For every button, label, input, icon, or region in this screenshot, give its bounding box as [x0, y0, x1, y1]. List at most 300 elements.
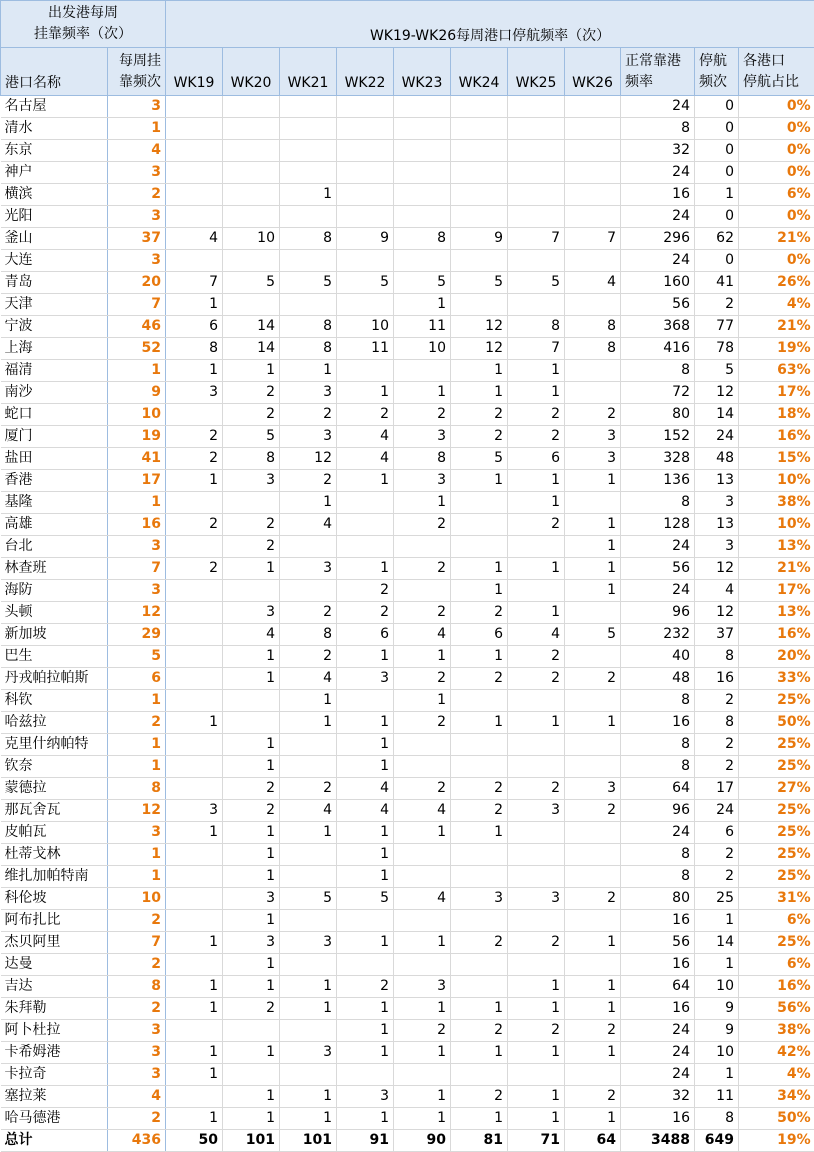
week-suspension-count: 1	[337, 646, 394, 668]
week-suspension-count	[565, 954, 621, 976]
week-suspension-count: 1	[394, 1042, 451, 1064]
normal-call-frequency: 8	[621, 690, 695, 712]
suspension-ratio: 4%	[739, 1064, 814, 1086]
suspension-ratio: 63%	[739, 360, 814, 382]
weekly-call-frequency: 2	[108, 910, 166, 932]
week-suspension-count: 1	[451, 470, 508, 492]
week-suspension-count: 6	[451, 624, 508, 646]
week-suspension-count	[223, 206, 280, 228]
week-suspension-count: 1	[337, 1042, 394, 1064]
week-suspension-count	[394, 536, 451, 558]
week-suspension-count: 1	[223, 646, 280, 668]
port-name: 巴生	[1, 646, 108, 668]
week-suspension-count: 2	[337, 976, 394, 998]
table-row	[1, 228, 814, 250]
normal-freq-header-line1: 正常靠港	[625, 51, 690, 72]
week-suspension-count: 2	[508, 778, 565, 800]
week-suspension-count: 1	[223, 976, 280, 998]
table-row	[1, 888, 814, 910]
suspension-ratio: 0%	[739, 250, 814, 272]
week-suspension-count	[337, 690, 394, 712]
normal-call-frequency: 8	[621, 492, 695, 514]
table-row	[1, 272, 814, 294]
table-row	[1, 866, 814, 888]
week-suspension-count	[280, 844, 337, 866]
stop-freq-header	[695, 48, 739, 96]
week-suspension-count: 3	[508, 800, 565, 822]
suspension-ratio: 31%	[739, 888, 814, 910]
weekly-call-frequency: 1	[108, 844, 166, 866]
suspension-ratio: 20%	[739, 646, 814, 668]
table-row	[1, 756, 814, 778]
week-suspension-count: 4	[280, 800, 337, 822]
stop-freq-header-line2: 频次	[699, 72, 734, 93]
port-name: 维扎加帕特南	[1, 866, 108, 888]
week-suspension-count: 8	[280, 338, 337, 360]
week-suspension-count: 1	[166, 294, 223, 316]
week-suspension-count: 1	[451, 998, 508, 1020]
suspension-count: 37	[695, 624, 739, 646]
week-suspension-count	[223, 294, 280, 316]
normal-call-frequency: 24	[621, 822, 695, 844]
week-suspension-count: 1	[280, 1108, 337, 1130]
week-suspension-count	[394, 184, 451, 206]
wk-header: WK25	[508, 48, 565, 96]
suspension-count: 48	[695, 448, 739, 470]
weekly-call-frequency: 3	[108, 1064, 166, 1086]
suspension-ratio: 16%	[739, 976, 814, 998]
week-suspension-count: 8	[565, 338, 621, 360]
week-suspension-count: 1	[166, 1064, 223, 1086]
week-suspension-count	[223, 118, 280, 140]
port-name: 哈兹拉	[1, 712, 108, 734]
week-suspension-count: 1	[394, 822, 451, 844]
normal-call-frequency: 24	[621, 1020, 695, 1042]
suspension-ratio: 16%	[739, 426, 814, 448]
week-suspension-count: 1	[451, 712, 508, 734]
week-suspension-count: 2	[337, 404, 394, 426]
weekly-call-frequency: 3	[108, 1020, 166, 1042]
week-suspension-count: 2	[223, 404, 280, 426]
week-suspension-count	[565, 140, 621, 162]
week-suspension-count: 3	[394, 976, 451, 998]
suspension-ratio: 17%	[739, 382, 814, 404]
week-suspension-count	[451, 690, 508, 712]
week-suspension-count: 1	[166, 998, 223, 1020]
weekly-call-frequency: 9	[108, 382, 166, 404]
week-suspension-count: 4	[223, 624, 280, 646]
week-suspension-count: 2	[337, 580, 394, 602]
week-suspension-count: 2	[223, 778, 280, 800]
normal-call-frequency: 128	[621, 514, 695, 536]
week-suspension-count: 1	[337, 1020, 394, 1042]
week-suspension-count: 3	[508, 888, 565, 910]
port-name: 天津	[1, 294, 108, 316]
suspension-ratio: 50%	[739, 1108, 814, 1130]
week-suspension-count	[337, 140, 394, 162]
week-suspension-count	[451, 294, 508, 316]
week-suspension-count	[166, 734, 223, 756]
normal-call-frequency: 64	[621, 778, 695, 800]
week-suspension-count: 8	[508, 316, 565, 338]
week-suspension-count: 1	[565, 712, 621, 734]
suspension-ratio: 21%	[739, 316, 814, 338]
week-suspension-count	[394, 1064, 451, 1086]
suspension-count: 12	[695, 602, 739, 624]
table-row	[1, 162, 814, 184]
week-suspension-count: 8	[394, 228, 451, 250]
week-suspension-count	[166, 778, 223, 800]
week-suspension-count: 5	[280, 272, 337, 294]
weekly-call-frequency: 1	[108, 756, 166, 778]
port-name: 那瓦舍瓦	[1, 800, 108, 822]
week-suspension-count: 7	[508, 228, 565, 250]
suspension-ratio: 0%	[739, 118, 814, 140]
week-suspension-count: 1	[394, 1108, 451, 1130]
week-suspension-count: 5	[451, 272, 508, 294]
week-suspension-count	[223, 580, 280, 602]
week-suspension-count: 7	[565, 228, 621, 250]
suspension-ratio: 26%	[739, 272, 814, 294]
week-suspension-count	[223, 140, 280, 162]
week-suspension-count: 1	[508, 1042, 565, 1064]
week-suspension-count	[280, 1020, 337, 1042]
weekly-call-frequency: 3	[108, 580, 166, 602]
week-suspension-count: 1	[508, 492, 565, 514]
week-suspension-count	[508, 910, 565, 932]
suspension-ratio: 33%	[739, 668, 814, 690]
week-suspension-count	[394, 162, 451, 184]
port-name: 基隆	[1, 492, 108, 514]
week-suspension-count: 3	[565, 448, 621, 470]
week-suspension-count: 1	[223, 1042, 280, 1064]
weekly-call-frequency: 2	[108, 184, 166, 206]
normal-call-frequency: 56	[621, 932, 695, 954]
week-suspension-count: 3	[337, 1086, 394, 1108]
week-suspension-count: 12	[451, 316, 508, 338]
week-suspension-count: 8	[280, 228, 337, 250]
suspension-ratio: 42%	[739, 1042, 814, 1064]
week-suspension-count	[280, 536, 337, 558]
suspension-count: 41	[695, 272, 739, 294]
week-suspension-count	[451, 492, 508, 514]
week-suspension-count: 2	[565, 668, 621, 690]
week-suspension-count	[508, 250, 565, 272]
weekly-call-frequency: 1	[108, 690, 166, 712]
week-suspension-count: 1	[565, 998, 621, 1020]
suspension-ratio: 27%	[739, 778, 814, 800]
normal-call-frequency: 96	[621, 602, 695, 624]
normal-call-frequency: 296	[621, 228, 695, 250]
week-suspension-count: 1	[508, 602, 565, 624]
week-suspension-count: 1	[508, 1086, 565, 1108]
week-suspension-count: 1	[337, 1108, 394, 1130]
week-suspension-count	[394, 954, 451, 976]
week-suspension-count: 1	[223, 866, 280, 888]
week-suspension-count: 2	[451, 404, 508, 426]
normal-call-frequency: 24	[621, 536, 695, 558]
suspension-ratio: 0%	[739, 96, 814, 118]
week-suspension-count: 3	[565, 426, 621, 448]
week-suspension-count	[565, 250, 621, 272]
week-suspension-count	[565, 866, 621, 888]
normal-call-frequency: 152	[621, 426, 695, 448]
week-suspension-count	[394, 910, 451, 932]
week-suspension-count: 3	[223, 602, 280, 624]
week-suspension-count	[337, 118, 394, 140]
suspension-count: 24	[695, 800, 739, 822]
week-suspension-count	[565, 118, 621, 140]
normal-call-frequency: 8	[621, 360, 695, 382]
weekly-call-frequency: 3	[108, 250, 166, 272]
suspension-count: 10	[695, 976, 739, 998]
week-suspension-count: 1	[394, 998, 451, 1020]
weekly-call-frequency: 3	[108, 822, 166, 844]
port-name: 横滨	[1, 184, 108, 206]
normal-call-frequency: 56	[621, 558, 695, 580]
table-row	[1, 1064, 814, 1086]
week-suspension-count: 4	[280, 668, 337, 690]
week-suspension-count	[337, 910, 394, 932]
week-suspension-count	[223, 712, 280, 734]
suspension-count: 1	[695, 910, 739, 932]
week-suspension-count: 5	[394, 272, 451, 294]
week-suspension-count: 1	[223, 1086, 280, 1108]
port-name: 台北	[1, 536, 108, 558]
week-suspension-count	[565, 162, 621, 184]
suspension-count: 9	[695, 1020, 739, 1042]
week-suspension-count	[166, 250, 223, 272]
weekly-call-frequency: 3	[108, 96, 166, 118]
week-suspension-count	[280, 954, 337, 976]
week-suspension-count	[565, 206, 621, 228]
port-name: 头顿	[1, 602, 108, 624]
week-suspension-count: 2	[508, 1020, 565, 1042]
normal-call-frequency: 80	[621, 888, 695, 910]
suspension-ratio: 6%	[739, 954, 814, 976]
week-suspension-count: 90	[394, 1130, 451, 1152]
week-suspension-count: 1	[451, 822, 508, 844]
suspension-count: 62	[695, 228, 739, 250]
week-suspension-count	[394, 756, 451, 778]
week-suspension-count	[166, 1020, 223, 1042]
week-suspension-count: 12	[451, 338, 508, 360]
week-suspension-count: 8	[166, 338, 223, 360]
weekly-call-frequency: 12	[108, 800, 166, 822]
week-suspension-count: 1	[508, 998, 565, 1020]
week-suspension-count	[394, 140, 451, 162]
week-suspension-count: 1	[337, 866, 394, 888]
week-suspension-count	[508, 118, 565, 140]
week-suspension-count: 1	[337, 998, 394, 1020]
suspension-ratio: 19%	[739, 338, 814, 360]
week-suspension-count	[508, 184, 565, 206]
week-suspension-count	[280, 734, 337, 756]
normal-call-frequency: 72	[621, 382, 695, 404]
week-suspension-count	[280, 756, 337, 778]
week-suspension-count: 1	[337, 712, 394, 734]
week-suspension-count: 2	[223, 514, 280, 536]
suspension-ratio: 25%	[739, 734, 814, 756]
week-suspension-count: 1	[565, 514, 621, 536]
week-suspension-count: 8	[223, 448, 280, 470]
week-suspension-count: 10	[394, 338, 451, 360]
week-suspension-count	[166, 954, 223, 976]
table-row	[1, 316, 814, 338]
week-suspension-count: 3	[394, 470, 451, 492]
week-suspension-count: 3	[166, 800, 223, 822]
week-suspension-count: 81	[451, 1130, 508, 1152]
suspension-count: 0	[695, 140, 739, 162]
weekly-call-frequency: 7	[108, 558, 166, 580]
table-row	[1, 976, 814, 998]
normal-call-frequency: 8	[621, 118, 695, 140]
week-suspension-count: 6	[166, 316, 223, 338]
normal-call-frequency: 24	[621, 162, 695, 184]
week-suspension-count	[280, 580, 337, 602]
week-suspension-count: 101	[223, 1130, 280, 1152]
weekly-freq-header-line1: 每周挂	[112, 51, 161, 72]
suspension-count: 8	[695, 646, 739, 668]
weekly-call-frequency: 7	[108, 294, 166, 316]
week-suspension-count: 3	[565, 778, 621, 800]
header-row-2	[1, 48, 814, 96]
suspension-count: 0	[695, 118, 739, 140]
suspension-count: 16	[695, 668, 739, 690]
week-suspension-count: 1	[337, 756, 394, 778]
port-name: 香港	[1, 470, 108, 492]
week-suspension-count: 2	[451, 426, 508, 448]
stop-ratio-header	[739, 48, 814, 96]
week-suspension-count	[166, 646, 223, 668]
week-suspension-count	[166, 536, 223, 558]
week-suspension-count	[166, 1086, 223, 1108]
port-name: 高雄	[1, 514, 108, 536]
normal-call-frequency: 16	[621, 998, 695, 1020]
week-suspension-count: 4	[337, 800, 394, 822]
suspension-count: 25	[695, 888, 739, 910]
week-suspension-count	[166, 140, 223, 162]
week-suspension-count: 1	[394, 932, 451, 954]
week-suspension-count	[223, 184, 280, 206]
normal-call-frequency: 136	[621, 470, 695, 492]
week-suspension-count: 1	[223, 954, 280, 976]
wk-header: WK22	[337, 48, 394, 96]
suspension-ratio: 25%	[739, 822, 814, 844]
port-name: 宁波	[1, 316, 108, 338]
week-suspension-count	[451, 250, 508, 272]
table-row	[1, 426, 814, 448]
table-row	[1, 250, 814, 272]
weekly-call-frequency: 4	[108, 140, 166, 162]
normal-call-frequency: 32	[621, 140, 695, 162]
week-suspension-count: 2	[451, 602, 508, 624]
suspension-ratio: 25%	[739, 756, 814, 778]
suspension-ratio: 25%	[739, 844, 814, 866]
week-suspension-count: 2	[337, 602, 394, 624]
week-suspension-count: 2	[565, 1086, 621, 1108]
suspension-ratio: 21%	[739, 228, 814, 250]
weekly-call-frequency: 3	[108, 206, 166, 228]
weekly-call-frequency: 20	[108, 272, 166, 294]
week-suspension-count	[508, 822, 565, 844]
week-suspension-count: 2	[508, 514, 565, 536]
suspension-ratio: 10%	[739, 470, 814, 492]
week-suspension-count: 2	[565, 404, 621, 426]
week-suspension-count: 1	[280, 492, 337, 514]
week-suspension-count	[508, 96, 565, 118]
port-name: 杰贝阿里	[1, 932, 108, 954]
week-suspension-count	[451, 844, 508, 866]
week-suspension-count	[508, 140, 565, 162]
suspension-count: 14	[695, 932, 739, 954]
normal-call-frequency: 8	[621, 844, 695, 866]
week-suspension-count: 2	[508, 932, 565, 954]
suspension-count: 9	[695, 998, 739, 1020]
suspension-ratio: 17%	[739, 580, 814, 602]
weekly-call-frequency: 16	[108, 514, 166, 536]
week-suspension-count: 5	[223, 426, 280, 448]
week-suspension-count: 5	[451, 448, 508, 470]
week-suspension-count	[508, 954, 565, 976]
table-row	[1, 954, 814, 976]
suspension-ratio: 25%	[739, 690, 814, 712]
week-suspension-count	[394, 360, 451, 382]
normal-call-frequency: 8	[621, 866, 695, 888]
week-suspension-count	[508, 756, 565, 778]
suspension-ratio: 0%	[739, 206, 814, 228]
port-name: 南沙	[1, 382, 108, 404]
week-suspension-count: 1	[280, 998, 337, 1020]
table-body	[1, 96, 814, 1152]
week-suspension-count	[223, 690, 280, 712]
suspension-count: 12	[695, 382, 739, 404]
suspension-count: 6	[695, 822, 739, 844]
port-name: 厦门	[1, 426, 108, 448]
port-name: 阿布扎比	[1, 910, 108, 932]
week-suspension-count	[337, 96, 394, 118]
week-suspension-count: 12	[280, 448, 337, 470]
suspension-count: 8	[695, 712, 739, 734]
week-suspension-count	[166, 162, 223, 184]
normal-call-frequency: 80	[621, 404, 695, 426]
week-suspension-count: 1	[451, 558, 508, 580]
week-suspension-count: 5	[337, 888, 394, 910]
week-suspension-count	[337, 536, 394, 558]
stop-ratio-header-line2: 停航占比	[743, 72, 810, 93]
week-suspension-count: 2	[451, 1086, 508, 1108]
table-row	[1, 536, 814, 558]
week-suspension-count: 5	[508, 272, 565, 294]
week-suspension-count	[508, 844, 565, 866]
table-row	[1, 690, 814, 712]
week-suspension-count: 3	[280, 558, 337, 580]
suspension-ratio: 4%	[739, 294, 814, 316]
suspension-count: 3	[695, 536, 739, 558]
weekly-call-frequency: 41	[108, 448, 166, 470]
week-suspension-count	[394, 866, 451, 888]
week-suspension-count	[451, 910, 508, 932]
week-suspension-count: 1	[337, 734, 394, 756]
week-suspension-count: 7	[166, 272, 223, 294]
suspension-count: 14	[695, 404, 739, 426]
week-suspension-count	[451, 96, 508, 118]
suspension-count: 2	[695, 844, 739, 866]
week-suspension-count	[565, 382, 621, 404]
week-suspension-count: 1	[166, 1108, 223, 1130]
table-row	[1, 338, 814, 360]
suspension-ratio: 16%	[739, 624, 814, 646]
